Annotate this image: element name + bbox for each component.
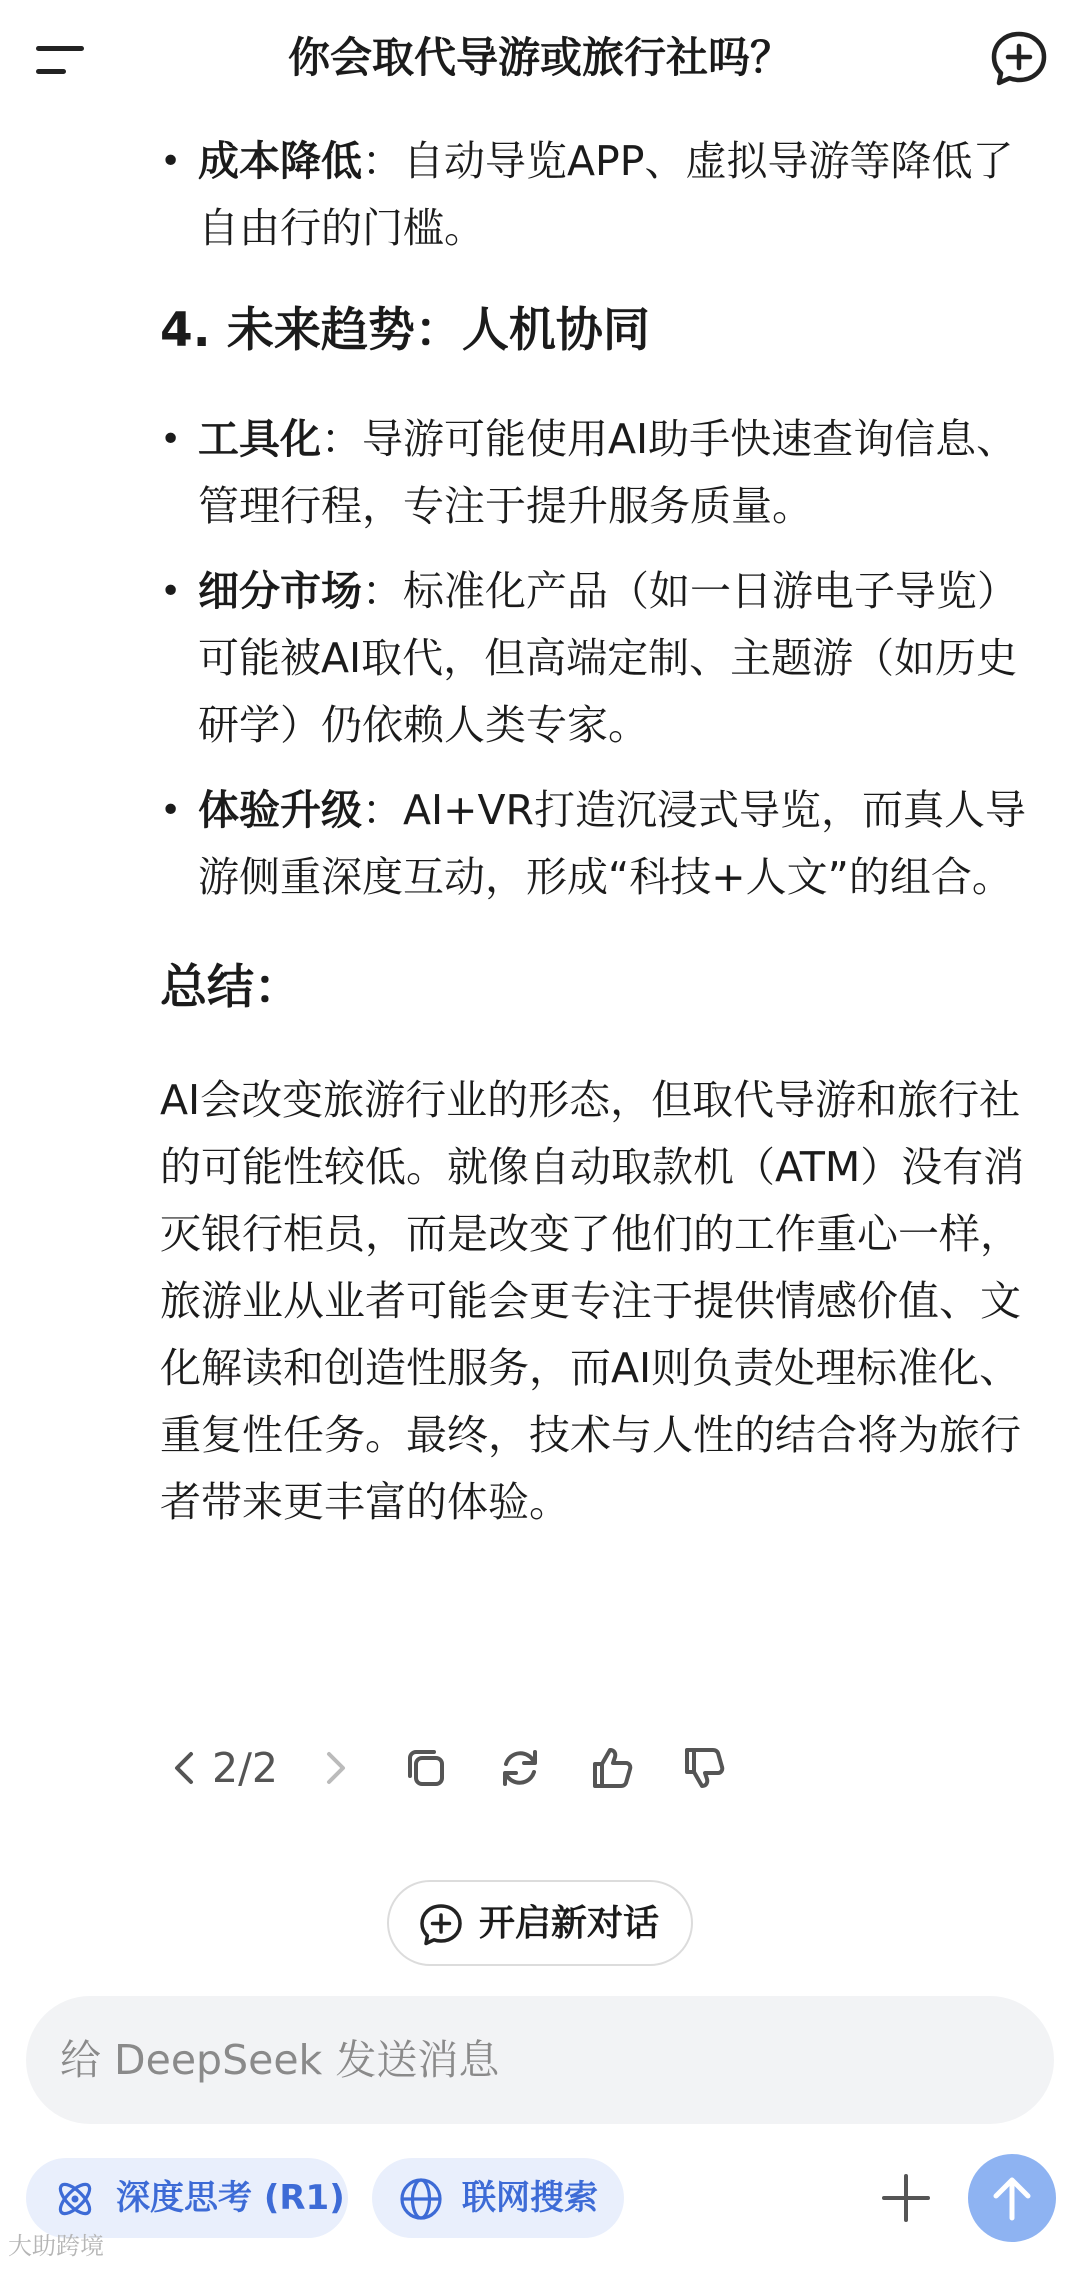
summary-paragraph: AI会改变旅游行业的形态，但取代导游和旅行社的可能性较低。就像自动取款机（ATM）没有消灭银行柜员，而是改变了他们的工作重心一样，旅游业从业者可能会更专注于提供情感价值、文化解读和创造性服务，而AI则负责处理标准化、重复性任务。最终，技术与人性的结合将为旅行者带来更丰富的体验。 <box>160 1076 1025 1526</box>
list-item <box>160 558 1050 759</box>
new-chat-label: 开启新对话 <box>479 1903 660 1944</box>
new-chat-icon[interactable] <box>990 30 1048 88</box>
send-button[interactable] <box>968 2154 1056 2242</box>
deep-think-toggle[interactable] <box>26 2158 348 2238</box>
thumbs-up-icon[interactable] <box>586 1742 638 1794</box>
list-item-text: ：标准化产品（如一日游电子导览）可能被AI取代，但高端定制、主题游（如历史研学）仍依赖人类专家。 <box>198 567 1018 749</box>
list-item-label: 体验升级 <box>198 786 362 834</box>
summary-heading: 总结： <box>160 960 301 1015</box>
chevron-left-icon[interactable] <box>160 1742 212 1794</box>
new-chat-button[interactable] <box>387 1880 693 1966</box>
list-item <box>160 406 1050 540</box>
list-item-text: ：AI+VR打造沉浸式导览，而真人导游侧重深度互动，形成“科技+人文”的组合。 <box>198 786 1027 901</box>
assistant-message <box>160 118 1050 1536</box>
copy-icon[interactable] <box>400 1742 452 1794</box>
list-item-text: ：自动导览APP、虚拟导游等降低了自由行的门槛。 <box>198 137 1014 252</box>
conversation-title: 你会取代导游或旅行社吗？ <box>287 33 792 82</box>
arrow-up-icon <box>988 2172 1036 2224</box>
message-input[interactable] <box>60 1996 1020 2124</box>
atom-icon <box>52 2176 98 2222</box>
deep-think-label: 深度思考 (R1) <box>116 2178 345 2218</box>
list-item-label: 细分市场 <box>198 567 362 615</box>
list-item-label: 成本降低 <box>198 137 362 185</box>
thumbs-down-icon[interactable] <box>678 1742 730 1794</box>
section-heading: 4. 未来趋势：人机协同 <box>160 303 650 358</box>
plus-icon <box>876 2168 936 2228</box>
top-bar <box>0 0 1080 118</box>
watermark: 大助跨境 <box>8 2232 104 2260</box>
message-input-container <box>26 1996 1054 2124</box>
list-item <box>160 128 1050 262</box>
web-search-toggle[interactable] <box>372 2158 624 2238</box>
message-actions <box>160 1738 760 1798</box>
regenerate-icon[interactable] <box>494 1742 546 1794</box>
globe-icon <box>398 2176 444 2222</box>
attach-button[interactable] <box>876 2168 936 2228</box>
menu-icon[interactable] <box>36 40 92 80</box>
web-search-label: 联网搜索 <box>462 2178 598 2218</box>
new-chat-icon <box>419 1903 463 1947</box>
chevron-right-icon[interactable] <box>308 1742 360 1794</box>
list-item-label: 工具化 <box>198 415 321 463</box>
list-item <box>160 777 1050 911</box>
response-pager: 2/2 <box>212 1744 278 1792</box>
list-item-text: ：导游可能使用AI助手快速查询信息、管理行程，专注于提升服务质量。 <box>198 415 1018 530</box>
